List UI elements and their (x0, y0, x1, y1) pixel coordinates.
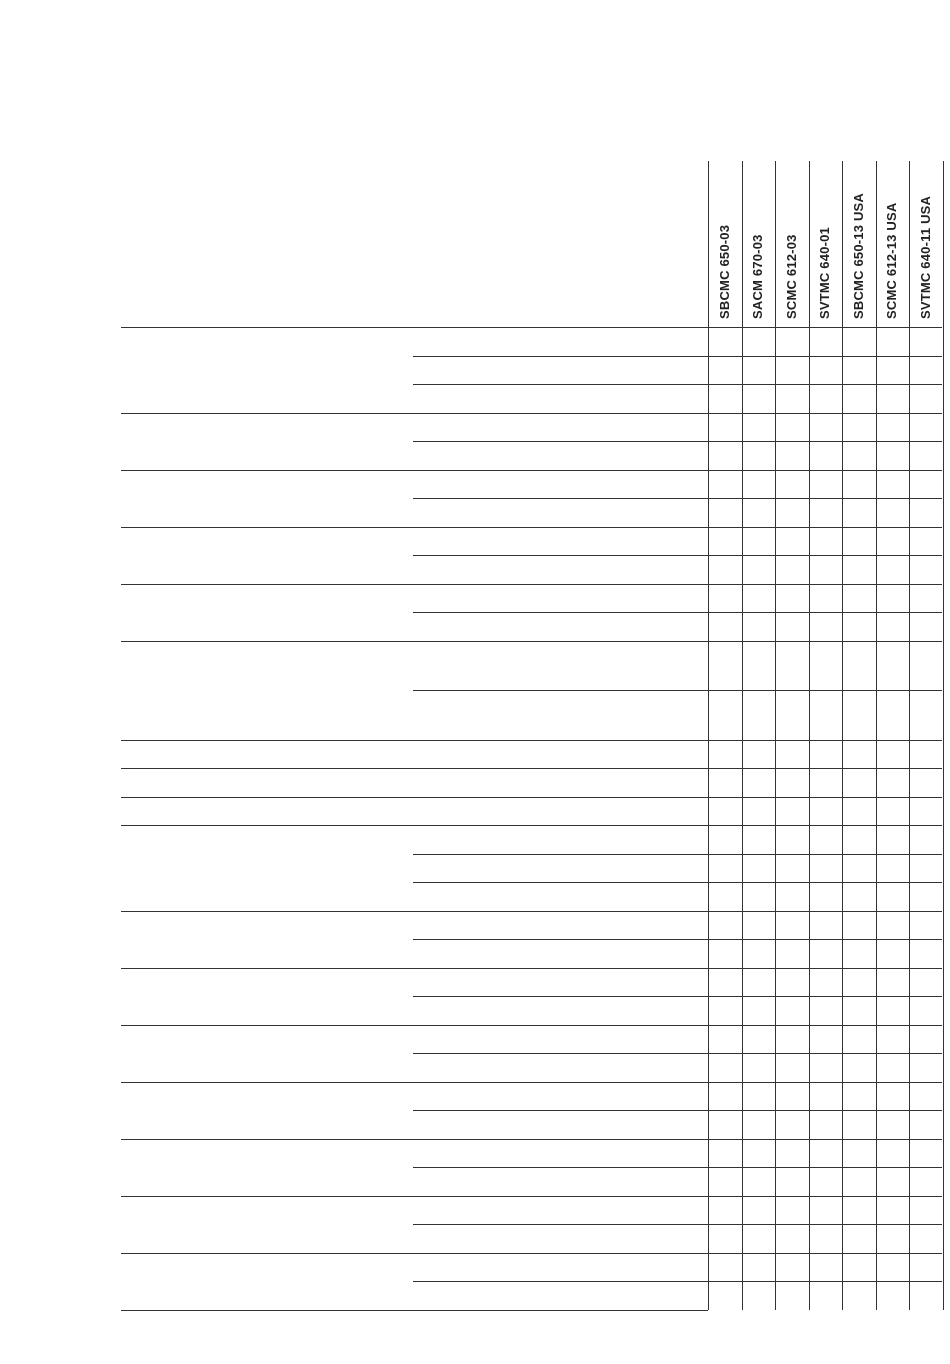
table-cell (909, 690, 943, 740)
table-cell (708, 470, 742, 499)
column-header: SVTMC 640-01 (817, 227, 833, 319)
table-cell (876, 797, 910, 826)
table-cell (809, 740, 843, 769)
table-cell (742, 1281, 776, 1310)
table-cell (708, 768, 742, 797)
table-cell (708, 1110, 742, 1139)
table-cell (708, 1139, 742, 1168)
table-cell (809, 1224, 843, 1253)
table-cell (775, 996, 809, 1025)
table-cell (876, 1110, 910, 1139)
table-cell (909, 911, 943, 940)
table-cell (809, 1253, 843, 1282)
table-cell (775, 797, 809, 826)
table-cell (708, 690, 742, 740)
table-cell (876, 584, 910, 613)
table-cell (909, 825, 943, 854)
table-cell (842, 612, 876, 641)
table-cell (809, 996, 843, 1025)
table-cell (909, 854, 943, 883)
table-cell (876, 527, 910, 556)
table-cell (708, 968, 742, 997)
table-cell (708, 527, 742, 556)
table-cell (842, 996, 876, 1025)
table-cell (809, 797, 843, 826)
table-cell (775, 527, 809, 556)
table-cell (809, 968, 843, 997)
table-cell (775, 641, 809, 691)
table-cell (842, 797, 876, 826)
table-cell (909, 1196, 943, 1225)
column-divider (742, 161, 743, 1310)
column-header: SVTMC 640-11 USA (917, 195, 933, 319)
table-cell (876, 641, 910, 691)
table-cell (708, 1196, 742, 1225)
table-cell (876, 911, 910, 940)
table-cell (809, 768, 843, 797)
table-cell (742, 854, 776, 883)
table-cell (775, 690, 809, 740)
table-cell (742, 939, 776, 968)
table-cell (775, 854, 809, 883)
table-cell (708, 1253, 742, 1282)
table-cell (876, 854, 910, 883)
table-cell (809, 690, 843, 740)
table-cell (708, 939, 742, 968)
table-cell (708, 854, 742, 883)
table-cell (876, 1224, 910, 1253)
table-cell (842, 555, 876, 584)
table-cell (909, 498, 943, 527)
table-cell (775, 356, 809, 385)
table-cell (909, 470, 943, 499)
table-cell (876, 1196, 910, 1225)
table-cell (708, 584, 742, 613)
table-cell (842, 1281, 876, 1310)
column-divider (909, 161, 910, 1310)
table-cell (842, 441, 876, 470)
table-cell (809, 825, 843, 854)
table-cell (909, 1224, 943, 1253)
table-cell (742, 641, 776, 691)
table-cell (809, 441, 843, 470)
table-cell (842, 1196, 876, 1225)
table-cell (842, 1224, 876, 1253)
table-cell (742, 768, 776, 797)
table-cell (909, 768, 943, 797)
table-cell (809, 498, 843, 527)
table-cell (708, 327, 742, 356)
table-cell (876, 768, 910, 797)
table-cell (842, 356, 876, 385)
column-divider (809, 161, 810, 1310)
table-cell (742, 584, 776, 613)
table-cell (909, 584, 943, 613)
table-cell (708, 1224, 742, 1253)
table-cell (809, 939, 843, 968)
table-cell (742, 555, 776, 584)
table-cell (876, 690, 910, 740)
table-cell (775, 470, 809, 499)
table-cell (742, 327, 776, 356)
table-cell (909, 1025, 943, 1054)
table-cell (742, 527, 776, 556)
table-cell (842, 327, 876, 356)
table-cell (742, 1196, 776, 1225)
table-cell (742, 1139, 776, 1168)
table-cell (876, 555, 910, 584)
table-cell (909, 527, 943, 556)
table-cell (809, 1196, 843, 1225)
table-cell (842, 641, 876, 691)
table-cell (842, 1082, 876, 1111)
table-cell (809, 470, 843, 499)
table-cell (876, 1167, 910, 1196)
table-cell (775, 555, 809, 584)
table-cell (842, 690, 876, 740)
table-cell (775, 1053, 809, 1082)
table-cell (775, 1196, 809, 1225)
table-cell (708, 1281, 742, 1310)
table-cell (842, 498, 876, 527)
table-cell (909, 555, 943, 584)
table-cell (909, 939, 943, 968)
table-cell (708, 641, 742, 691)
table-cell (809, 1082, 843, 1111)
table-cell (742, 612, 776, 641)
table-cell (909, 1139, 943, 1168)
table-cell (775, 612, 809, 641)
table-cell (742, 1224, 776, 1253)
table-cell (775, 327, 809, 356)
table-cell (909, 1110, 943, 1139)
table-cell (876, 968, 910, 997)
table-cell (909, 641, 943, 691)
table-cell (708, 996, 742, 1025)
table-cell (708, 356, 742, 385)
table-cell (909, 740, 943, 769)
table-cell (708, 1082, 742, 1111)
table-cell (775, 968, 809, 997)
table-cell (842, 854, 876, 883)
table-cell (909, 413, 943, 442)
table-cell (876, 1053, 910, 1082)
table-cell (909, 441, 943, 470)
table-cell (809, 911, 843, 940)
table-cell (775, 882, 809, 911)
table-cell (842, 825, 876, 854)
table-cell (809, 1110, 843, 1139)
table-cell (842, 584, 876, 613)
table-cell (775, 768, 809, 797)
table-cell (742, 996, 776, 1025)
table-cell (876, 740, 910, 769)
table-cell (809, 1053, 843, 1082)
table-cell (876, 327, 910, 356)
table-cell (909, 996, 943, 1025)
table-cell (742, 1110, 776, 1139)
table-cell (742, 441, 776, 470)
table-cell (775, 740, 809, 769)
table-cell (708, 498, 742, 527)
table-cell (909, 612, 943, 641)
table-cell (742, 825, 776, 854)
table-cell (708, 740, 742, 769)
table-cell (876, 996, 910, 1025)
table-cell (775, 825, 809, 854)
column-divider (876, 161, 877, 1310)
table-cell (876, 384, 910, 413)
table-cell (909, 356, 943, 385)
table-cell (909, 1281, 943, 1310)
table-cell (809, 584, 843, 613)
table-cell (909, 797, 943, 826)
table-cell (775, 384, 809, 413)
table-cell (742, 1253, 776, 1282)
table-cell (708, 413, 742, 442)
table-cell (775, 498, 809, 527)
table-cell (708, 555, 742, 584)
table-cell (842, 968, 876, 997)
table-cell (842, 939, 876, 968)
table-cell (909, 384, 943, 413)
table-cell (775, 1110, 809, 1139)
table-cell (809, 612, 843, 641)
table-cell (909, 327, 943, 356)
column-divider (943, 161, 944, 1310)
table-cell (742, 1167, 776, 1196)
table-cell (876, 1025, 910, 1054)
table-cell (876, 1253, 910, 1282)
table-cell (809, 854, 843, 883)
table-cell (775, 1025, 809, 1054)
table-cell (775, 1082, 809, 1111)
table-cell (742, 470, 776, 499)
table-cell (742, 1025, 776, 1054)
table-cell (876, 1281, 910, 1310)
table-cell (842, 413, 876, 442)
table-cell (842, 1167, 876, 1196)
table-cell (775, 1253, 809, 1282)
table-cell (708, 1053, 742, 1082)
table-cell (775, 1281, 809, 1310)
table-cell (909, 1053, 943, 1082)
table-cell (809, 641, 843, 691)
column-header: SBCMC 650-13 USA (850, 192, 866, 319)
table-cell (775, 1167, 809, 1196)
table-cell (809, 1139, 843, 1168)
table-cell (809, 356, 843, 385)
table-cell (742, 740, 776, 769)
table-cell (842, 384, 876, 413)
table-cell (775, 1139, 809, 1168)
table-cell (809, 555, 843, 584)
table-cell (742, 690, 776, 740)
table-cell (809, 1281, 843, 1310)
table-cell (775, 441, 809, 470)
table-cell (809, 1025, 843, 1054)
table-cell (742, 968, 776, 997)
table-cell (809, 413, 843, 442)
table-cell (909, 1167, 943, 1196)
table-cell (708, 882, 742, 911)
table-cell (809, 882, 843, 911)
table-cell (708, 797, 742, 826)
table-cell (842, 740, 876, 769)
table-cell (909, 882, 943, 911)
table-cell (809, 1167, 843, 1196)
table-cell (842, 1025, 876, 1054)
table-cell (842, 527, 876, 556)
table-cell (742, 1082, 776, 1111)
table-cell (876, 498, 910, 527)
table-cell (708, 612, 742, 641)
table-cell (909, 968, 943, 997)
table-cell (708, 441, 742, 470)
table-cell (842, 768, 876, 797)
table-cell (775, 584, 809, 613)
table-cell (708, 384, 742, 413)
table-cell (842, 1139, 876, 1168)
table-cell (742, 1053, 776, 1082)
table-cell (876, 939, 910, 968)
column-divider (708, 161, 709, 1310)
table-cell (876, 1139, 910, 1168)
table-cell (842, 882, 876, 911)
column-header: SCMC 612-13 USA (884, 202, 900, 319)
table-cell (876, 356, 910, 385)
table-cell (809, 384, 843, 413)
column-header: SACM 670-03 (750, 234, 766, 319)
table-cell (809, 527, 843, 556)
column-header: SBCMC 650-03 (716, 224, 732, 319)
table-cell (876, 825, 910, 854)
column-divider (842, 161, 843, 1310)
table-cell (876, 1082, 910, 1111)
table-cell (842, 470, 876, 499)
table-cell (708, 1167, 742, 1196)
table-cell (842, 1253, 876, 1282)
table-cell (742, 797, 776, 826)
table-cell (876, 470, 910, 499)
table-cell (775, 911, 809, 940)
table-cell (708, 911, 742, 940)
column-header: SCMC 612-03 (783, 234, 799, 319)
table-cell (775, 1224, 809, 1253)
table-cell (809, 327, 843, 356)
table-bottom-border (121, 1310, 708, 1311)
table-cell (909, 1253, 943, 1282)
column-divider (775, 161, 776, 1310)
table-cell (742, 413, 776, 442)
table-cell (742, 498, 776, 527)
table-cell (876, 882, 910, 911)
table-cell (742, 384, 776, 413)
table-cell (876, 441, 910, 470)
table-cell (876, 413, 910, 442)
table-cell (708, 1025, 742, 1054)
table-cell (876, 612, 910, 641)
table-cell (842, 1110, 876, 1139)
table-cell (775, 939, 809, 968)
table-cell (742, 911, 776, 940)
table-cell (775, 413, 809, 442)
table-cell (708, 825, 742, 854)
table-cell (842, 911, 876, 940)
table-cell (842, 1053, 876, 1082)
table-cell (909, 1082, 943, 1111)
table-cell (742, 356, 776, 385)
table-cell (742, 882, 776, 911)
